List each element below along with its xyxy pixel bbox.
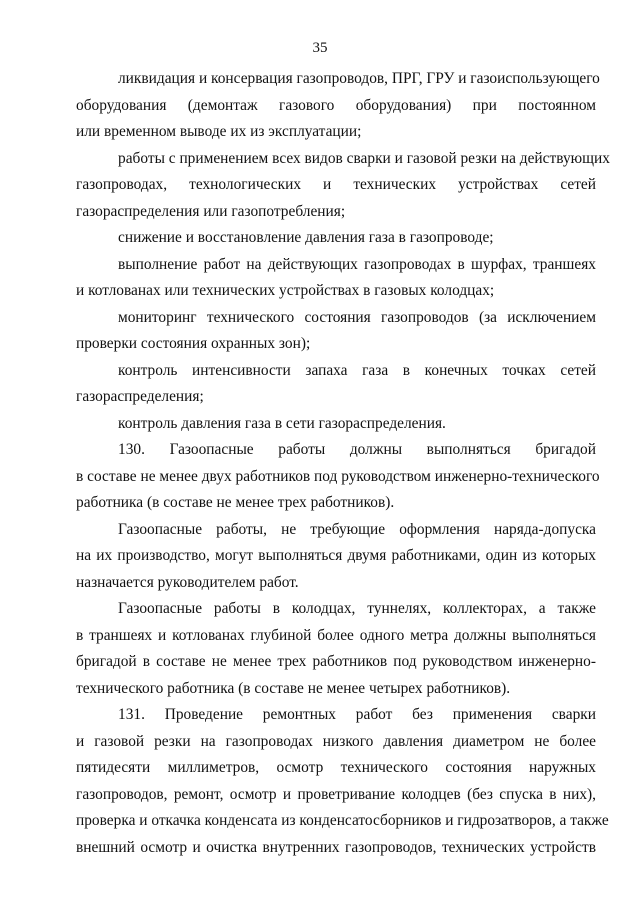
- text-line: газораспределения или газопотребления;: [76, 202, 346, 220]
- text-line: пятидесяти миллиметров, осмотр технического состояния наружных: [76, 759, 596, 776]
- text-line: бригадой в составе не менее трех работников под руководством инженерно-: [76, 653, 596, 670]
- text-line: внешний осмотр и очистка внутренних газопроводов, технических устройств: [76, 838, 596, 856]
- text-line: мониторинг технического состояния газопроводов (за исключением: [118, 308, 596, 326]
- text-line: или временном выводе их из эксплуатации;: [76, 123, 362, 140]
- text-line: Газоопасные работы, не требующие оформления наряда-допуска: [118, 520, 596, 538]
- text-line: проверки состояния охранных зон);: [76, 335, 311, 352]
- text-line: проверка и откачка конденсата из конденсатосборников и гидрозатворов, а также: [76, 812, 609, 829]
- text-line: ликвидация и консервация газопроводов, ПРГ, ГРУ и газоиспользующего: [118, 70, 600, 87]
- text-line: снижение и восстановление давления газа в газопроводе;: [118, 229, 494, 246]
- page-number: 35: [312, 40, 328, 56]
- text-line: газопроводов, ремонт, осмотр и проветривание колодцев (без спуска в них),: [76, 785, 596, 803]
- text-line: работы с применением всех видов сварки и газовой резки на действующих: [118, 149, 610, 167]
- text-line: газораспределения;: [76, 388, 204, 405]
- text-line: и газовой резки на газопроводах низкого давления диаметром не более: [76, 732, 596, 750]
- text-line: работника (в составе не менее трех работников).: [76, 494, 395, 511]
- text-line: в траншеях и котлованах глубиной более одного метра должны выполняться: [76, 626, 596, 644]
- text-line: на их производство, могут выполняться двумя работниками, один из которых: [76, 547, 596, 564]
- text-line: в составе не менее двух работников под руководством инженерно-технического: [76, 467, 600, 485]
- text-line: контроль давления газа в сети газораспределения.: [118, 414, 446, 432]
- text-line: Газоопасные работы в колодцах, туннелях, коллекторах, а также: [118, 600, 596, 617]
- text-line: выполнение работ на действующих газопроводах в шурфах, траншеях: [118, 255, 596, 273]
- text-line: и котлованах или технических устройствах в газовых колодцах;: [76, 282, 495, 299]
- text-line: газопроводах, технологических и технических устройствах сетей: [76, 176, 596, 193]
- text-line: назначается руководителем работ.: [76, 573, 299, 591]
- text-line: технического работника (в составе не менее четырех работников).: [76, 679, 511, 697]
- text-line: оборудования (демонтаж газового оборудования) при постоянном: [76, 96, 596, 114]
- document-body: [76, 66, 610, 861]
- text-line: контроль интенсивности запаха газа в конечных точках сетей: [118, 361, 596, 379]
- text-line: 130. Газоопасные работы должны выполняться бригадой: [118, 441, 596, 458]
- text-line: 131. Проведение ремонтных работ без применения сварки: [118, 706, 596, 723]
